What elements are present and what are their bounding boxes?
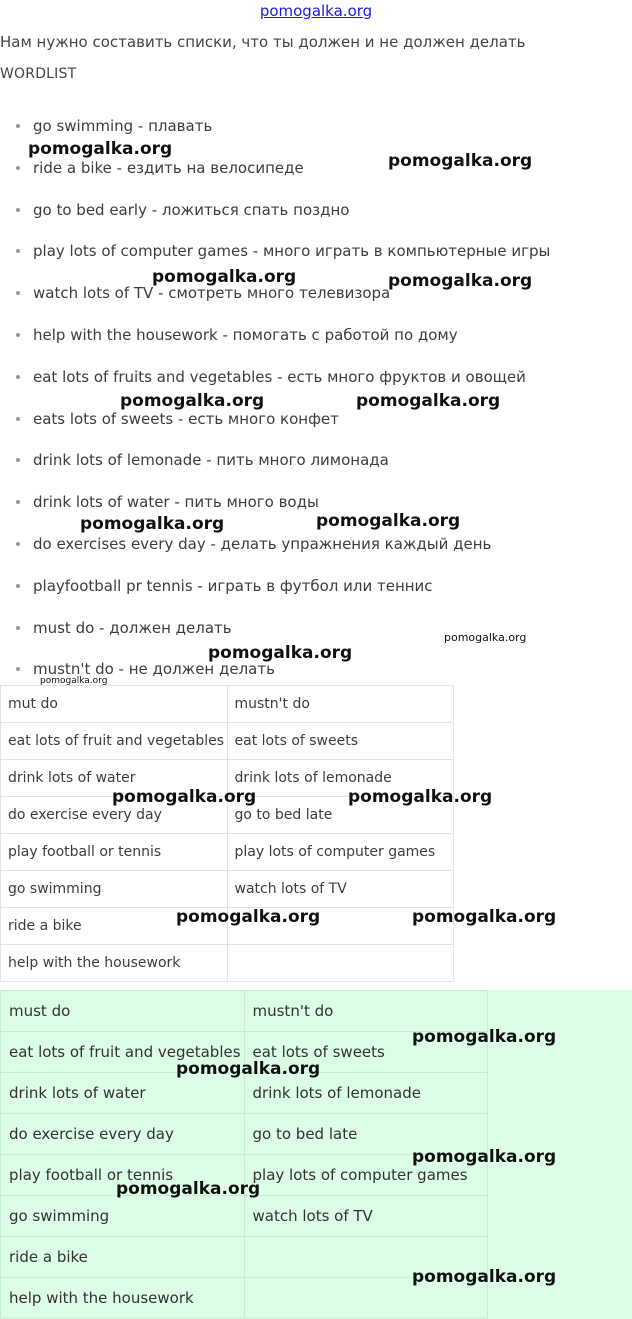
bullet-icon [16, 291, 20, 295]
watermark: pomogalka.org [28, 139, 173, 159]
table-cell: go to bed late [244, 1114, 488, 1155]
table-cell: eat lots of fruit and vegetables [1, 723, 228, 760]
list-item: drink lots of lemonade - пить много лимонада [0, 440, 632, 482]
table-cell: play lots of computer games [227, 834, 454, 871]
list-item: help with the housework - помогать с работой по дому [0, 315, 632, 357]
table-cell: mustn't do [244, 991, 488, 1032]
table-cell: eat lots of sweets [227, 723, 454, 760]
table-cell: play football or tennis [1, 834, 228, 871]
table-cell: play lots of computer games [244, 1155, 488, 1196]
list-item: do exercises every day - делать упражнения каждый день [0, 524, 632, 566]
watermark: pomogalka.org [412, 907, 557, 927]
watermark: pomogalka.org [208, 643, 353, 663]
watermark: pomogalka.org [388, 151, 533, 171]
bullet-icon [16, 417, 20, 421]
list-item: ride a bike - ездить на велосипеде [0, 148, 632, 190]
watermark: pomogalka.org [412, 1027, 557, 1047]
watermark: pomogalka.org [152, 267, 297, 287]
watermark: pomogalka.org [412, 1267, 557, 1287]
bullet-icon [16, 584, 20, 588]
list-item: drink lots of water - пить много воды [0, 482, 632, 524]
table-row [1, 834, 454, 871]
table-cell: ride a bike [1, 908, 228, 945]
table-cell: go to bed late [227, 797, 454, 834]
bullet-icon [16, 124, 20, 128]
table-cell: mut do [1, 686, 228, 723]
table-cell: drink lots of lemonade [227, 760, 454, 797]
bullet-icon [16, 333, 20, 337]
table-cell: drink lots of lemonade [244, 1073, 488, 1114]
bullet-icon [16, 458, 20, 462]
watermark: pomogalka.org [80, 514, 225, 534]
table-row [1, 686, 454, 723]
list-item: eats lots of sweets - есть много конфет [0, 399, 632, 441]
list-item: mustn't do - не должен делать [0, 649, 632, 691]
table-cell: drink lots of water [1, 760, 228, 797]
watermark: pomogalka.org [388, 271, 533, 291]
wordlist-title: WORDLIST [0, 66, 77, 82]
wordlist [0, 106, 632, 691]
table-cell: do exercise every day [1, 1114, 245, 1155]
list-item: playfootball pr tennis - играть в футбол или теннис [0, 566, 632, 608]
bullet-icon [16, 667, 20, 671]
watermark: pomogalka.org [348, 787, 493, 807]
table-cell: eat lots of fruit and vegetables [1, 1032, 245, 1073]
table-row [1, 945, 454, 982]
list-item: go to bed early - ложиться спать поздно [0, 190, 632, 232]
table-cell: help with the housework [1, 1278, 245, 1319]
watermark: pomogalka.org [176, 907, 321, 927]
watermark: pomogalka.org [116, 1179, 261, 1199]
bullet-icon [16, 542, 20, 546]
watermark: pomogalka.org [176, 1059, 321, 1079]
table-row [1, 1196, 488, 1237]
table-cell: eat lots of sweets [244, 1032, 488, 1073]
table-cell: mustn't do [227, 686, 454, 723]
list-item: eat lots of fruits and vegetables - есть много фруктов и овощей [0, 357, 632, 399]
watermark: pomogalka.org [120, 391, 265, 411]
watermark: pomogalka.org [112, 787, 257, 807]
intro-text: Нам нужно составить списки, что ты должен и не должен делать [0, 33, 526, 51]
watermark: pomogalka.org [40, 676, 108, 686]
must-mustnt-table [0, 685, 454, 982]
bullet-icon [16, 249, 20, 253]
table-row [1, 871, 454, 908]
list-item: watch lots of TV - смотреть много телевизора [0, 273, 632, 315]
watermark: pomogalka.org [412, 1147, 557, 1167]
table-row [1, 991, 488, 1032]
table-cell: help with the housework [1, 945, 228, 982]
table-cell: do exercise every day [1, 797, 228, 834]
watermark: pomogalka.org [444, 631, 527, 644]
site-header-link[interactable]: pomogalka.org [259, 2, 373, 20]
table-cell: play football or tennis [1, 1155, 245, 1196]
table-cell: watch lots of TV [227, 871, 454, 908]
table-cell: go swimming [1, 1196, 245, 1237]
table-row [1, 723, 454, 760]
list-item: must do - должен делать [0, 608, 632, 650]
table-cell: must do [1, 991, 245, 1032]
watermark: pomogalka.org [356, 391, 501, 411]
watermark: pomogalka.org [316, 511, 461, 531]
table-cell [227, 945, 454, 982]
bullet-icon [16, 375, 20, 379]
table-cell: drink lots of water [1, 1073, 245, 1114]
table-cell: watch lots of TV [244, 1196, 488, 1237]
list-item: play lots of computer games - много играть в компьютерные игры [0, 231, 632, 273]
list-item: go swimming - плавать [0, 106, 632, 148]
bullet-icon [16, 208, 20, 212]
bullet-icon [16, 166, 20, 170]
bullet-icon [16, 500, 20, 504]
table-cell: ride a bike [1, 1237, 245, 1278]
table-cell: go swimming [1, 871, 228, 908]
bullet-icon [16, 626, 20, 630]
